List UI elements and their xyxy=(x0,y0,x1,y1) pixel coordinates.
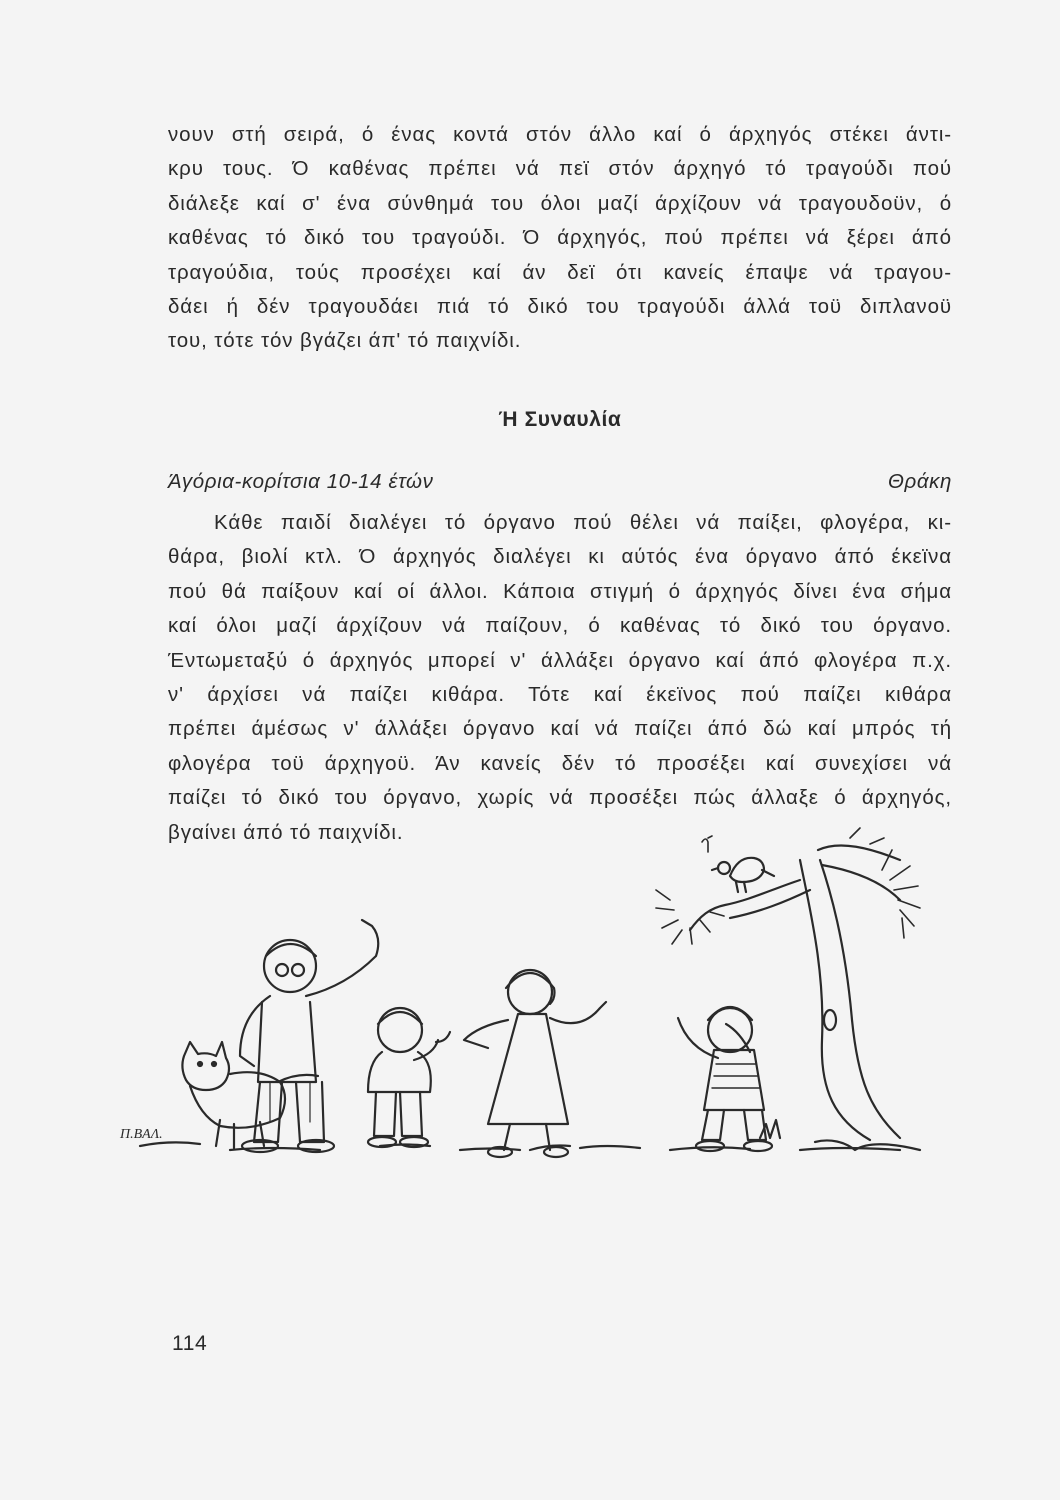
text-line: Κάθε παιδί διαλέγει τό όργανο πού θέλει νά παίξει, φλογέρα, κι- xyxy=(214,511,952,534)
paragraph-game-description xyxy=(168,506,952,850)
text-line: νουν στή σειρά, ό ένας κοντά στόν άλλο καί ό άρχηγός στέκει άντι- xyxy=(168,123,952,146)
region-label: Θράκη xyxy=(887,470,952,493)
text-line: Έντωμεταξύ ό άρχηγός μπορεί ν' άλλάξει όργανο καί άπό φλογέρα π.χ. xyxy=(168,648,952,672)
text-line: πού θά παίξουν καί οί άλλοι. Κάποια στιγμή ό άρχηγός δίνει ένα σήμα xyxy=(168,579,952,603)
age-group-label: Άγόρια-κορίτσια 10-14 έτών xyxy=(168,470,434,493)
children-playing-instruments-illustration xyxy=(110,820,970,1250)
text-line: κρυ τους. Ό καθένας πρέπει νά πεϊ στόν άρχηγό τό τραγούδι πού xyxy=(168,157,952,181)
child-girl xyxy=(464,970,606,1157)
tree xyxy=(656,828,920,1150)
text-line: τραγούδια, τούς προσέχει καί άν δεϊ ότι κανείς έπαψε νά τραγου- xyxy=(168,260,952,284)
text-line: πρέπει άμέσως ν' άλλάξει όργανο καί νά παίζει άπό δώ καί μπρός τή xyxy=(168,717,952,741)
bird xyxy=(712,858,774,892)
text-line: διάλεξε καί σ' ένα σύνθημά του όλοι μαζί άρχίζουν νά τραγουδοϋν, ό xyxy=(168,191,952,215)
game-meta xyxy=(168,470,952,494)
text-line: του, τότε τόν βγάζει άπ' τό παιχνίδι. xyxy=(168,329,522,353)
text-line: παίζει τό δικό του όργανο, χωρίς νά προσέξει πώς άλλαξε ό άρχηγός, xyxy=(168,786,952,810)
text-line: δάει ή δέν τραγουδάει πιά τό δικό του τραγούδι άλλά τοϋ διπλανοϋ xyxy=(168,295,952,319)
child-boy-flute xyxy=(678,1007,772,1151)
text-line: καθένας τό δικό του τραγούδι. Ό άρχηγός, πού πρέπει νά ξέρει άπό xyxy=(168,226,952,250)
text-line: καί όλοι μαζί άρχίζουν νά παίζουν, ό καθένας τό δικό του όργανο. xyxy=(168,614,952,638)
illustrator-signature: Π.ΒΑΛ. xyxy=(120,1127,163,1142)
section-title: Ή Συναυλία xyxy=(498,408,622,431)
paragraph-rules-intro xyxy=(168,118,952,359)
text-line: θάρα, βιολί κτλ. Ό άρχηγός διαλέγει κι αύτός ένα όργανο άπό έκεϊνα xyxy=(168,545,952,569)
page-number: 114 xyxy=(172,1332,208,1355)
child-small-boy xyxy=(368,1008,450,1147)
text-line: φλογέρα τοϋ άρχηγοϋ. Άν κανείς δέν τό προσέξει καί συνεχίσει νά xyxy=(168,751,952,775)
text-line: ν' άρχίσει νά παίζει κιθάρα. Τότε καί έκεϊνος πού παίζει κιθάρα xyxy=(168,683,952,707)
child-tall-boy-glasses xyxy=(240,920,378,1152)
text-line: βγαίνει άπό τό παιχνίδι. xyxy=(168,820,404,844)
